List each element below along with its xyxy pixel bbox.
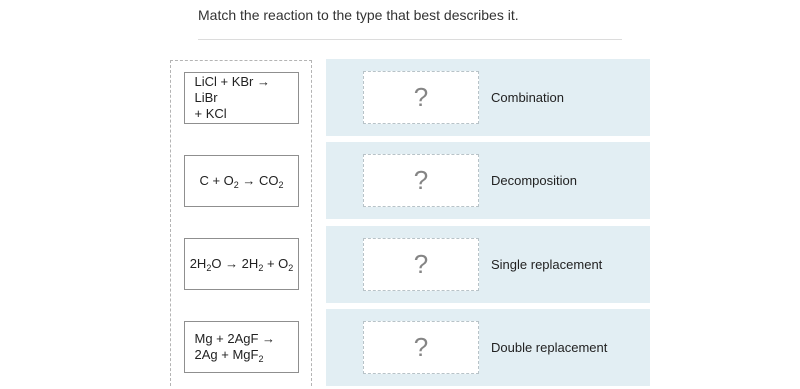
match-row-single-replacement	[326, 226, 650, 303]
drop-zone[interactable]	[363, 71, 479, 124]
reaction-text-line: 2Ag + MgF$_2$	[194, 347, 264, 364]
reaction-text-line: + KCl	[194, 106, 227, 121]
match-row-decomposition	[326, 142, 650, 219]
reaction-formula: $C + O_2 \to CO_2$	[199, 173, 284, 190]
question-mark-placeholder: ?	[413, 82, 429, 112]
drop-zone[interactable]	[363, 321, 479, 374]
divider	[198, 39, 622, 40]
reaction-type-label: Double replacement	[491, 340, 608, 355]
reaction-text-line: Mg + 2AgF →	[194, 331, 276, 346]
reaction-type-label: Combination	[491, 90, 564, 105]
question-mark-placeholder: ?	[413, 249, 429, 279]
reaction-type-label: Single replacement	[491, 257, 603, 272]
reaction-text-line: LiCl + KBr → LiBr	[194, 74, 270, 105]
question-mark-placeholder: ?	[413, 332, 429, 362]
reaction-type-label: Decomposition	[491, 173, 577, 188]
match-row-combination	[326, 59, 650, 136]
drop-zone[interactable]	[363, 238, 479, 291]
reaction-tile-h2o[interactable]	[184, 238, 299, 290]
reaction-tile-c-o2[interactable]	[184, 155, 299, 207]
drop-zone[interactable]	[363, 154, 479, 207]
question-mark-placeholder: ?	[413, 165, 429, 195]
reaction-tile-licl-kbr[interactable]	[184, 72, 299, 124]
question-instruction: Match the reaction to the type that best describes it.	[198, 7, 519, 23]
reaction-formula: $2H_2O \to 2H_2 + O_2$	[189, 256, 294, 273]
reaction-tile-mg-agf[interactable]	[184, 321, 299, 373]
match-row-double-replacement	[326, 309, 650, 386]
